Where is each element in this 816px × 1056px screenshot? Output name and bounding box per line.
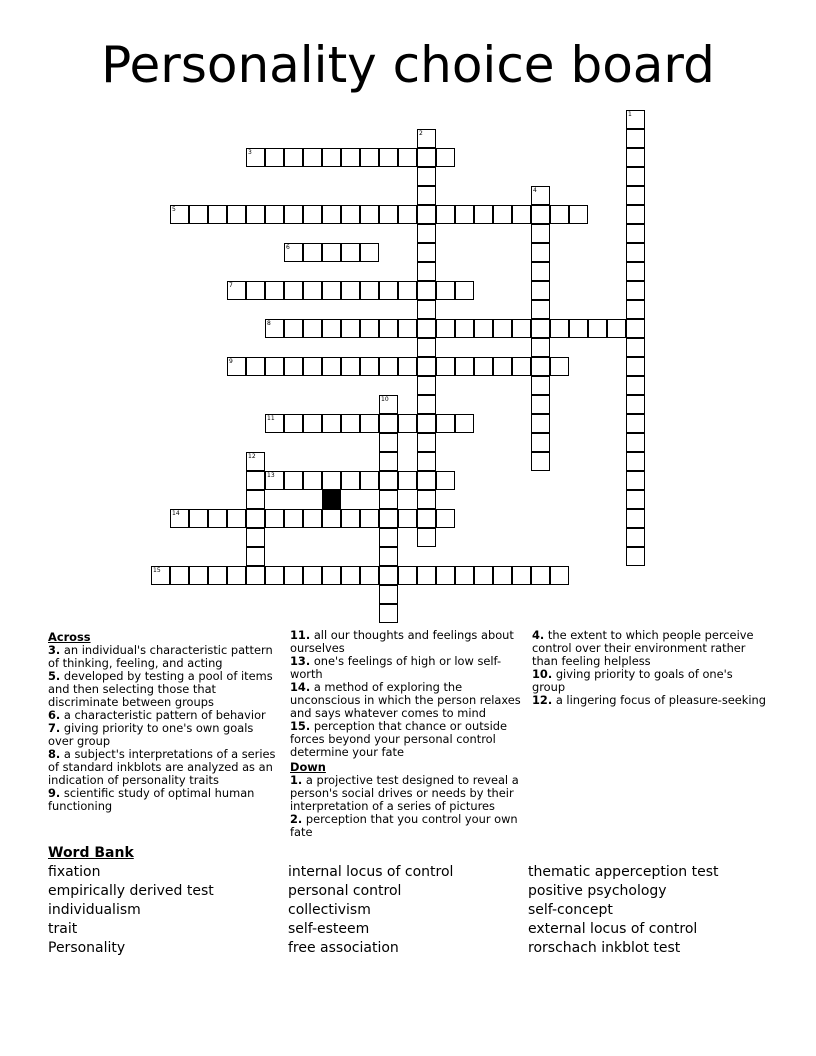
grid-cell[interactable]: [341, 205, 360, 224]
grid-cell[interactable]: [379, 205, 398, 224]
grid-cell[interactable]: [436, 205, 455, 224]
grid-cell[interactable]: [417, 490, 436, 509]
grid-cell[interactable]: [531, 186, 550, 205]
grid-cell[interactable]: [341, 148, 360, 167]
grid-cell[interactable]: [379, 471, 398, 490]
clue-down-12: 12. a lingering focus of pleasure-seeking: [532, 693, 766, 707]
word-bank-title: Word Bank: [48, 845, 134, 861]
across-header: Across: [48, 630, 91, 644]
grid-cell[interactable]: [398, 509, 417, 528]
word-bank-word: personal control: [288, 883, 402, 899]
clue-across-6: 6. a characteristic pattern of behavior: [48, 708, 266, 722]
grid-cell[interactable]: [417, 376, 436, 395]
grid-cell[interactable]: [246, 148, 265, 167]
clue-across-11: 11. all our thoughts and feelings about ourselves: [290, 628, 514, 655]
grid-cell[interactable]: [379, 585, 398, 604]
grid-cell[interactable]: [626, 300, 645, 319]
grid-cell[interactable]: [360, 509, 379, 528]
word-bank-word: empirically derived test: [48, 883, 214, 899]
grid-cell[interactable]: [341, 281, 360, 300]
grid-cell[interactable]: [626, 110, 645, 129]
grid-cell[interactable]: [360, 205, 379, 224]
grid-cell[interactable]: [417, 148, 436, 167]
grid-cell[interactable]: [303, 357, 322, 376]
grid-cell[interactable]: [360, 281, 379, 300]
grid-cell[interactable]: [626, 281, 645, 300]
grid-cell[interactable]: [626, 376, 645, 395]
grid-cell[interactable]: [227, 281, 246, 300]
grid-cell[interactable]: [398, 414, 417, 433]
clue-across-5: 5. developed by testing a pool of items and then selecting those that discriminate between groups: [48, 669, 273, 709]
grid-cell[interactable]: [284, 357, 303, 376]
grid-cell[interactable]: [246, 547, 265, 566]
grid-cell[interactable]: [246, 452, 265, 471]
clue-number: 10: [381, 396, 389, 403]
grid-cell[interactable]: [284, 281, 303, 300]
grid-cell[interactable]: [322, 205, 341, 224]
grid-cell[interactable]: [512, 566, 531, 585]
grid-cell[interactable]: [626, 148, 645, 167]
word-bank-word: free association: [288, 940, 399, 956]
grid-cell[interactable]: [531, 243, 550, 262]
grid-cell[interactable]: [341, 357, 360, 376]
grid-cell[interactable]: [626, 547, 645, 566]
grid-cell[interactable]: [550, 357, 569, 376]
grid-cell[interactable]: [455, 205, 474, 224]
grid-cell[interactable]: [417, 471, 436, 490]
word-bank-word: rorschach inkblot test: [528, 940, 681, 956]
grid-cell[interactable]: [626, 205, 645, 224]
grid-cell[interactable]: [474, 566, 493, 585]
clue-number: 9: [229, 358, 233, 365]
grid-cell[interactable]: [208, 509, 227, 528]
word-bank-word: external locus of control: [528, 921, 698, 937]
grid-cell[interactable]: [417, 338, 436, 357]
grid-cell[interactable]: [246, 528, 265, 547]
grid-cell[interactable]: [284, 205, 303, 224]
grid-cell[interactable]: [626, 509, 645, 528]
grid-cell[interactable]: [322, 319, 341, 338]
grid-cell[interactable]: [379, 547, 398, 566]
grid-cell[interactable]: [417, 300, 436, 319]
grid-cell[interactable]: [189, 205, 208, 224]
grid-cell[interactable]: [531, 224, 550, 243]
grid-cell[interactable]: [626, 224, 645, 243]
grid-cell[interactable]: [265, 471, 284, 490]
grid-cell[interactable]: [512, 357, 531, 376]
clue-across-9: 9. scientific study of optimal human functioning: [48, 786, 255, 813]
grid-cell[interactable]: [322, 281, 341, 300]
grid-cell[interactable]: [284, 509, 303, 528]
grid-cell[interactable]: [417, 357, 436, 376]
clue-column-2: [290, 629, 522, 839]
grid-cell[interactable]: [341, 319, 360, 338]
clue-across-3: 3. an individual's characteristic pattern of thinking, feeling, and acting: [48, 643, 273, 670]
grid-cell[interactable]: [379, 490, 398, 509]
grid-cell[interactable]: [531, 433, 550, 452]
grid-cell[interactable]: [360, 357, 379, 376]
clue-number: 15: [153, 567, 161, 574]
grid-cell[interactable]: [170, 509, 189, 528]
grid-cell[interactable]: [588, 319, 607, 338]
grid-cell[interactable]: [322, 357, 341, 376]
word-bank-column-1: [48, 863, 214, 958]
grid-cell[interactable]: [417, 186, 436, 205]
grid-cell[interactable]: [455, 357, 474, 376]
grid-cell[interactable]: [626, 490, 645, 509]
grid-cell[interactable]: [417, 262, 436, 281]
grid-cell[interactable]: [303, 243, 322, 262]
grid-cell[interactable]: [436, 281, 455, 300]
grid-cell[interactable]: [417, 205, 436, 224]
grid-cell[interactable]: [284, 319, 303, 338]
grid-cell[interactable]: [398, 471, 417, 490]
grid-cell[interactable]: [379, 281, 398, 300]
page-title: Personality choice board: [101, 36, 715, 94]
word-bank-word: self-esteem: [288, 921, 370, 937]
grid-cell[interactable]: [284, 243, 303, 262]
grid-cell[interactable]: [227, 205, 246, 224]
word-bank-word: thematic apperception test: [528, 864, 719, 880]
grid-cell[interactable]: [436, 566, 455, 585]
grid-cell[interactable]: [360, 414, 379, 433]
grid-cell[interactable]: [246, 357, 265, 376]
grid-cell[interactable]: [550, 205, 569, 224]
grid-cell[interactable]: [493, 357, 512, 376]
grid-cell[interactable]: [360, 148, 379, 167]
grid-cell[interactable]: [170, 566, 189, 585]
grid-cell[interactable]: [493, 566, 512, 585]
grid-cell[interactable]: [322, 243, 341, 262]
word-bank-column-2: [288, 863, 453, 958]
grid-cell[interactable]: [265, 357, 284, 376]
grid-cell-black: [322, 490, 341, 509]
grid-cell[interactable]: [227, 357, 246, 376]
grid-cell[interactable]: [303, 471, 322, 490]
grid-cell[interactable]: [626, 319, 645, 338]
grid-cell[interactable]: [512, 319, 531, 338]
grid-cell[interactable]: [322, 148, 341, 167]
clue-number: 12: [248, 453, 256, 460]
grid-cell[interactable]: [379, 414, 398, 433]
grid-cell[interactable]: [436, 414, 455, 433]
grid-cell[interactable]: [436, 357, 455, 376]
grid-cell[interactable]: [436, 148, 455, 167]
grid-cell[interactable]: [436, 509, 455, 528]
grid-cell[interactable]: [417, 433, 436, 452]
clue-column-3: [532, 629, 768, 707]
grid-cell[interactable]: [265, 205, 284, 224]
word-bank-word: internal locus of control: [288, 864, 454, 880]
grid-cell[interactable]: [417, 224, 436, 243]
clue-down-4: 4. the extent to which people perceive control over their environment rather than feeling helpless: [532, 628, 754, 668]
clue-number: 3: [248, 149, 252, 156]
clue-down-2: 2. perception that you control your own fate: [290, 812, 518, 839]
clue-down-10: 10. giving priority to goals of one's group: [532, 667, 733, 694]
grid-cell[interactable]: [398, 281, 417, 300]
grid-cell[interactable]: [265, 319, 284, 338]
grid-cell[interactable]: [626, 528, 645, 547]
grid-cell[interactable]: [531, 205, 550, 224]
grid-cell[interactable]: [474, 319, 493, 338]
clue-number: 5: [172, 206, 176, 213]
grid-cell[interactable]: [284, 471, 303, 490]
grid-cell[interactable]: [379, 357, 398, 376]
down-header: Down: [290, 760, 326, 774]
grid-cell[interactable]: [379, 566, 398, 585]
grid-cell[interactable]: [265, 148, 284, 167]
grid-cell[interactable]: [417, 281, 436, 300]
grid-cell[interactable]: [208, 566, 227, 585]
grid-cell[interactable]: [398, 357, 417, 376]
grid-cell[interactable]: [341, 471, 360, 490]
grid-cell[interactable]: [626, 186, 645, 205]
grid-cell[interactable]: [341, 414, 360, 433]
grid-cell[interactable]: [303, 205, 322, 224]
grid-cell[interactable]: [379, 148, 398, 167]
grid-cell[interactable]: [550, 566, 569, 585]
grid-cell[interactable]: [379, 604, 398, 623]
grid-cell[interactable]: [512, 205, 531, 224]
grid-cell[interactable]: [379, 395, 398, 414]
clue-across-13: 13. one's feelings of high or low self-worth: [290, 654, 502, 681]
clue-number: 14: [172, 510, 180, 517]
grid-cell[interactable]: [379, 528, 398, 547]
grid-cell[interactable]: [265, 509, 284, 528]
grid-cell[interactable]: [227, 509, 246, 528]
grid-cell[interactable]: [531, 566, 550, 585]
grid-cell[interactable]: [208, 205, 227, 224]
clue-across-7: 7. giving priority to one's own goals over group: [48, 721, 254, 748]
grid-cell[interactable]: [436, 471, 455, 490]
grid-cell[interactable]: [531, 338, 550, 357]
grid-cell[interactable]: [303, 319, 322, 338]
grid-cell[interactable]: [360, 566, 379, 585]
grid-cell[interactable]: [322, 509, 341, 528]
grid-cell[interactable]: [379, 509, 398, 528]
grid-cell[interactable]: [170, 205, 189, 224]
word-bank-word: self-concept: [528, 902, 613, 918]
grid-cell[interactable]: [360, 471, 379, 490]
grid-cell[interactable]: [417, 452, 436, 471]
grid-cell[interactable]: [455, 319, 474, 338]
grid-cell[interactable]: [341, 243, 360, 262]
grid-cell[interactable]: [455, 566, 474, 585]
grid-cell[interactable]: [322, 414, 341, 433]
grid-cell[interactable]: [626, 262, 645, 281]
clue-number: 13: [267, 472, 275, 479]
grid-cell[interactable]: [531, 357, 550, 376]
grid-cell[interactable]: [246, 490, 265, 509]
grid-cell[interactable]: [531, 281, 550, 300]
grid-cell[interactable]: [417, 167, 436, 186]
grid-cell[interactable]: [626, 471, 645, 490]
grid-cell[interactable]: [398, 319, 417, 338]
grid-cell[interactable]: [398, 148, 417, 167]
grid-cell[interactable]: [417, 395, 436, 414]
grid-cell[interactable]: [531, 262, 550, 281]
grid-cell[interactable]: [455, 281, 474, 300]
word-bank-word: Personality: [48, 940, 126, 956]
word-bank-column-3: [528, 863, 718, 958]
grid-cell[interactable]: [417, 528, 436, 547]
grid-cell[interactable]: [284, 148, 303, 167]
grid-cell[interactable]: [436, 319, 455, 338]
clue-across-8: 8. a subject's interpretations of a series of standard inkblots are analyzed as an indication of personality traits: [48, 747, 276, 787]
grid-cell[interactable]: [246, 205, 265, 224]
grid-cell[interactable]: [398, 566, 417, 585]
grid-cell[interactable]: [626, 243, 645, 262]
grid-cell[interactable]: [531, 319, 550, 338]
word-bank-word: trait: [48, 921, 78, 937]
grid-cell[interactable]: [284, 566, 303, 585]
grid-cell[interactable]: [531, 452, 550, 471]
grid-cell[interactable]: [322, 566, 341, 585]
clue-number: 2: [419, 130, 423, 137]
grid-cell[interactable]: [265, 281, 284, 300]
clue-across-15: 15. perception that chance or outside forces beyond your personal control determine your fate: [290, 719, 508, 759]
clue-across-14: 14. a method of exploring the unconscious in which the person relaxes and says whatever comes to mind: [290, 680, 521, 720]
grid-cell[interactable]: [360, 243, 379, 262]
grid-cell[interactable]: [379, 452, 398, 471]
grid-cell[interactable]: [417, 509, 436, 528]
grid-cell[interactable]: [626, 433, 645, 452]
grid-cell[interactable]: [626, 357, 645, 376]
grid-cell[interactable]: [322, 471, 341, 490]
grid-cell[interactable]: [493, 319, 512, 338]
clue-number: 6: [286, 244, 290, 251]
grid-cell[interactable]: [265, 566, 284, 585]
grid-cell[interactable]: [303, 509, 322, 528]
grid-cell[interactable]: [379, 319, 398, 338]
grid-cell[interactable]: [626, 395, 645, 414]
grid-cell[interactable]: [246, 281, 265, 300]
clue-number: 1: [628, 111, 632, 118]
grid-cell[interactable]: [303, 281, 322, 300]
grid-cell[interactable]: [417, 414, 436, 433]
grid-cell[interactable]: [531, 376, 550, 395]
grid-cell[interactable]: [151, 566, 170, 585]
grid-cell[interactable]: [341, 509, 360, 528]
grid-cell[interactable]: [417, 566, 436, 585]
grid-cell[interactable]: [417, 319, 436, 338]
grid-cell[interactable]: [360, 319, 379, 338]
grid-cell[interactable]: [531, 414, 550, 433]
grid-cell[interactable]: [569, 319, 588, 338]
word-bank-word: individualism: [48, 902, 141, 918]
grid-cell[interactable]: [531, 395, 550, 414]
clue-column-1: [48, 629, 280, 813]
grid-cell[interactable]: [189, 509, 208, 528]
word-bank-word: fixation: [48, 864, 101, 880]
grid-cell[interactable]: [417, 129, 436, 148]
grid-cell[interactable]: [341, 566, 360, 585]
grid-cell[interactable]: [455, 414, 474, 433]
grid-cell[interactable]: [227, 566, 246, 585]
grid-cell[interactable]: [569, 205, 588, 224]
grid-cell[interactable]: [265, 414, 284, 433]
grid-cell[interactable]: [626, 338, 645, 357]
clue-number: 7: [229, 282, 233, 289]
grid-cell[interactable]: [417, 243, 436, 262]
grid-cell[interactable]: [246, 566, 265, 585]
grid-cell[interactable]: [303, 148, 322, 167]
grid-cell[interactable]: [246, 509, 265, 528]
grid-cell[interactable]: [474, 357, 493, 376]
grid-cell[interactable]: [284, 414, 303, 433]
grid-cell[interactable]: [626, 167, 645, 186]
grid-cell[interactable]: [303, 566, 322, 585]
grid-cell[interactable]: [626, 452, 645, 471]
grid-cell[interactable]: [303, 414, 322, 433]
grid-cell[interactable]: [398, 205, 417, 224]
grid-cell[interactable]: [189, 566, 208, 585]
grid-cell[interactable]: [550, 319, 569, 338]
clue-number: 8: [267, 320, 271, 327]
grid-cell[interactable]: [626, 414, 645, 433]
grid-cell[interactable]: [246, 471, 265, 490]
grid-cell[interactable]: [379, 433, 398, 452]
grid-cell[interactable]: [474, 205, 493, 224]
grid-cell[interactable]: [626, 129, 645, 148]
clue-number: 4: [533, 187, 537, 194]
word-bank-word: collectivism: [288, 902, 371, 918]
clue-number: 11: [267, 415, 275, 422]
word-bank-word: positive psychology: [528, 883, 667, 899]
clue-down-1: 1. a projective test designed to reveal a person's social drives or needs by their interpretation of a series of pictures: [290, 773, 519, 813]
grid-cell[interactable]: [493, 205, 512, 224]
grid-cell[interactable]: [607, 319, 626, 338]
grid-cell[interactable]: [531, 300, 550, 319]
